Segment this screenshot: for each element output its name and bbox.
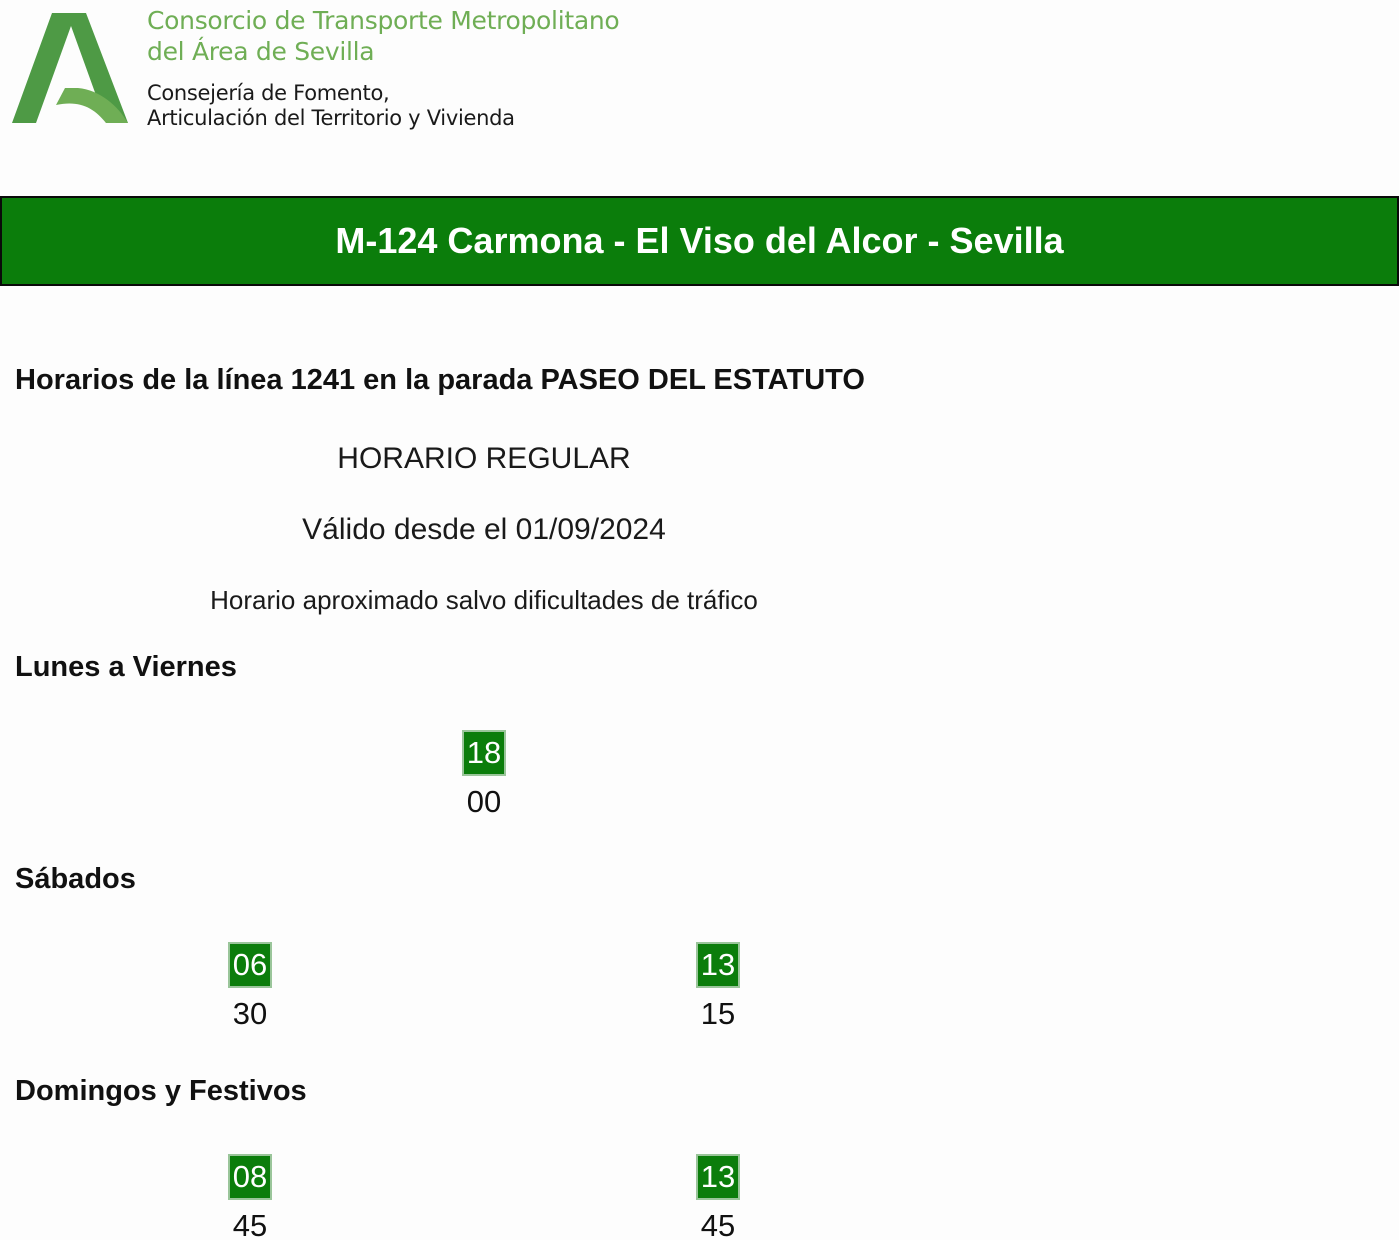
dept-name-line-2: Articulación del Territorio y Vivienda	[147, 106, 515, 130]
weekday-heading: Lunes a Viernes	[15, 651, 237, 683]
route-title: M-124 Carmona - El Viso del Alcor - Sevilla	[335, 220, 1064, 261]
hour-badge: 13	[696, 1154, 740, 1200]
dept-name-line-1: Consejería de Fomento,	[147, 81, 390, 105]
org-name-line-1: Consorcio de Transporte Metropolitano	[147, 6, 620, 35]
stop-heading: Horarios de la línea 1241 en la parada PASEO DEL ESTATUTO	[15, 364, 865, 396]
valid-from-date: Válido desde el 01/09/2024	[302, 513, 666, 546]
sunday-holiday-heading: Domingos y Festivos	[15, 1075, 307, 1107]
minutes-label: 45	[232, 1208, 268, 1240]
org-name-line-2: del Área de Sevilla	[147, 37, 375, 66]
saturday-heading: Sábados	[15, 863, 136, 895]
traffic-note: Horario aproximado salvo dificultades de tráfico	[210, 585, 758, 615]
hour-badge: 08	[228, 1154, 272, 1200]
weekday-time-entry	[444, 730, 524, 822]
minutes-label: 00	[466, 784, 502, 819]
minutes-label: 45	[700, 1208, 736, 1240]
saturday-time-entry	[678, 942, 758, 1034]
saturday-time-entry	[210, 942, 290, 1034]
hour-badge: 13	[696, 942, 740, 988]
route-banner	[0, 196, 1399, 286]
sunday-time-entry	[210, 1154, 290, 1240]
hour-badge: 06	[228, 942, 272, 988]
schedule-type: HORARIO REGULAR	[337, 442, 631, 475]
minutes-label: 30	[232, 996, 268, 1031]
sunday-time-entry	[678, 1154, 758, 1240]
hour-badge: 18	[462, 730, 506, 776]
junta-andalucia-logo-icon	[10, 10, 132, 128]
minutes-label: 15	[700, 996, 736, 1031]
